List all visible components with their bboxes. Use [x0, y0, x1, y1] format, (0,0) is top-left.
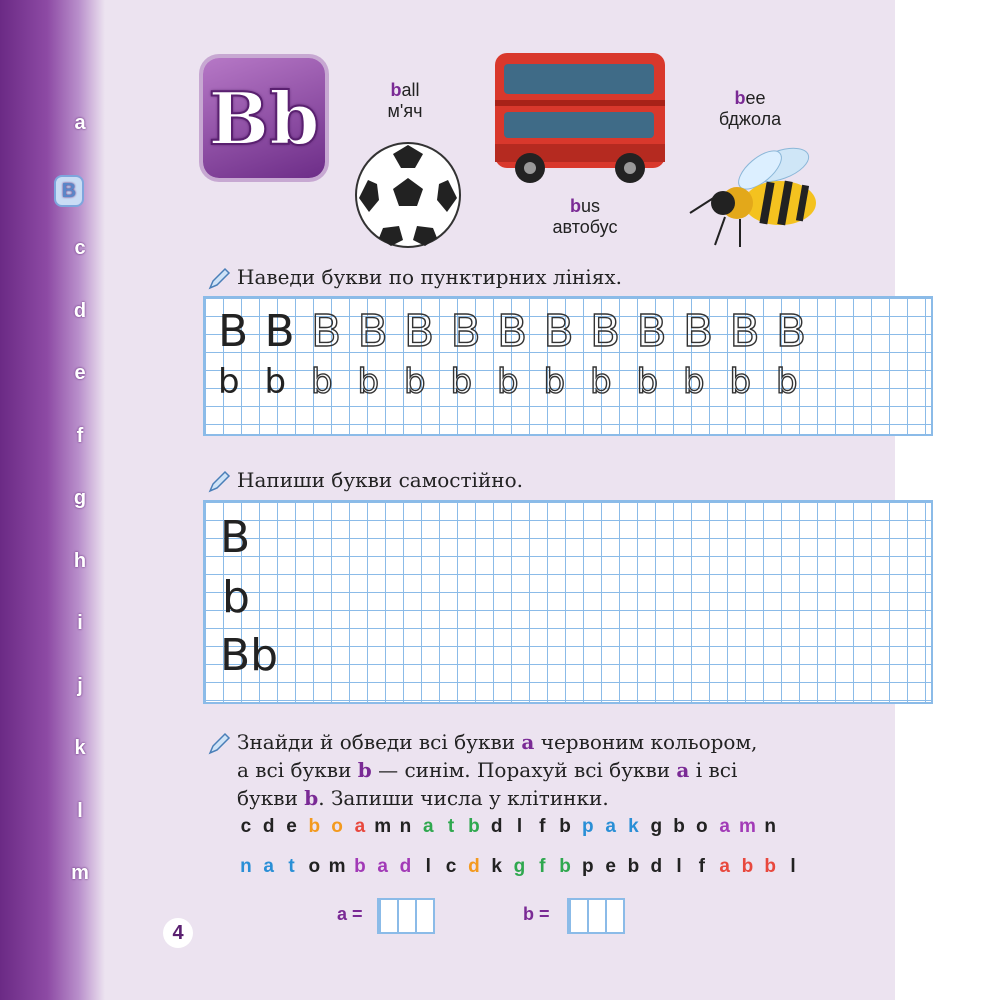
trace-letter-lower: b [450, 362, 473, 402]
workbook-page [61, 0, 895, 1000]
word-bus-first: b [569, 196, 581, 216]
sequence-letter[interactable]: l [676, 856, 683, 877]
sequence-letter[interactable]: e [286, 816, 298, 837]
trace-letter-lower: b [357, 362, 380, 402]
page-number: 4 [163, 918, 193, 948]
sequence-letter[interactable]: b [741, 856, 755, 877]
word-bee [700, 88, 800, 130]
letter-sequence-row-1 [235, 816, 782, 838]
sequence-letter[interactable]: b [468, 816, 481, 837]
sequence-letter[interactable]: g [513, 856, 527, 877]
alphabet-letter-b[interactable]: B [54, 175, 84, 207]
letter-sequence-row-2 [235, 856, 805, 878]
sequence-letter[interactable]: b [559, 856, 572, 877]
bee-icon [685, 145, 825, 250]
alphabet-letter-j[interactable]: j [77, 674, 83, 697]
sequence-letter[interactable]: d [262, 816, 276, 837]
sequence-letter[interactable]: b [559, 816, 572, 837]
double-decker-bus-icon [490, 48, 670, 188]
sequence-letter[interactable]: b [308, 816, 322, 837]
trace-letter-lower: b [264, 362, 287, 402]
trace-letter-lower: b [729, 362, 752, 402]
task-find-letter-b: b [357, 758, 372, 782]
sequence-letter[interactable]: p [582, 816, 595, 837]
trace-letter-lower: b [311, 362, 333, 402]
word-bee-rest: ee [745, 88, 766, 108]
sequence-letter[interactable]: b [627, 856, 641, 877]
sequence-letter[interactable]: a [422, 816, 435, 837]
word-ball-rest: all [401, 80, 420, 100]
task-write-instruction [207, 468, 523, 494]
sequence-letter[interactable]: m [328, 856, 347, 877]
sequence-letter[interactable]: t [447, 816, 456, 837]
trace-letter-upper: B [729, 306, 760, 357]
trace-letter-lower: b [497, 362, 519, 402]
sequence-letter[interactable]: t [288, 856, 296, 877]
word-bee-translation: бджола [718, 109, 782, 129]
trace-letter-upper: B [543, 306, 574, 357]
task-find-line1b: червоним кольором, [534, 730, 758, 754]
trace-letter-upper: B [497, 306, 528, 357]
trace-letter-lower: b [543, 362, 566, 402]
task-find-letter-b2: b [304, 786, 319, 810]
trace-letter-lower: b [776, 362, 798, 402]
sequence-letter[interactable]: l [790, 856, 797, 877]
word-ball-translation: м'яч [387, 101, 423, 121]
write-example-pair: Bb [220, 630, 279, 681]
alphabet-letter-k[interactable]: k [74, 737, 86, 759]
task-find-letter-a2: a [676, 758, 690, 782]
sequence-letter[interactable]: n [764, 816, 778, 837]
trace-letter-upper: B [590, 306, 621, 357]
task-trace-text: Наведи букви по пунктирних лініях. [237, 265, 622, 289]
count-a-box[interactable] [377, 898, 435, 934]
trace-letter-upper: B [264, 306, 295, 357]
task-find-instruction [207, 728, 847, 812]
task-find-line2a: а всі букви [237, 758, 358, 782]
trace-letter-upper: B [636, 306, 667, 357]
sequence-letter[interactable]: m [738, 816, 757, 837]
word-bus-translation: автобус [552, 217, 618, 237]
word-bee-first: b [734, 88, 746, 108]
task-trace-instruction [207, 265, 622, 291]
sequence-letter[interactable]: a [263, 856, 275, 877]
sequence-letter[interactable]: a [719, 856, 731, 877]
write-example-upper: B [220, 512, 251, 563]
pencil-icon [207, 732, 231, 756]
alphabet-letter-f[interactable]: f [76, 424, 84, 447]
sequence-letter[interactable]: f [539, 856, 547, 877]
sequence-letter[interactable]: a [719, 816, 731, 837]
alphabet-letter-l[interactable]: l [77, 799, 83, 822]
task-find-line3a: букви [237, 786, 305, 810]
sequence-letter[interactable]: a [354, 816, 367, 837]
sequence-letter[interactable]: b [673, 816, 686, 837]
sequence-letter[interactable]: m [374, 816, 393, 837]
sequence-letter[interactable]: e [605, 856, 617, 877]
sequence-letter[interactable]: o [308, 856, 322, 877]
trace-letter-upper: B [776, 306, 807, 357]
sequence-letter[interactable]: d [399, 856, 413, 877]
sequence-letter[interactable]: p [582, 856, 595, 877]
task-find-line2b: — синім. Порахуй всі букви [371, 758, 677, 782]
task-find-letter-a: a [521, 730, 535, 754]
alphabet-letter-g[interactable]: g [73, 487, 87, 509]
sequence-letter[interactable]: a [605, 816, 617, 837]
sequence-letter[interactable]: g [650, 816, 664, 837]
sequence-letter[interactable]: d [650, 856, 664, 877]
trace-letter-lower: b [218, 362, 240, 402]
alphabet-letter-i[interactable]: i [77, 612, 83, 634]
sequence-letter[interactable]: o [696, 816, 709, 837]
word-ball [365, 80, 445, 122]
trace-letter-upper: B [404, 306, 435, 357]
write-example-lower: b [222, 572, 250, 623]
task-find-line1a: Знайди й обведи всі букви [237, 730, 522, 754]
trace-letter-upper: B [218, 306, 249, 357]
sequence-letter[interactable]: n [240, 856, 253, 877]
alphabet-letter-m[interactable]: m [71, 862, 89, 884]
alphabet-letter-e[interactable]: e [74, 362, 86, 384]
letter-tile-text: Bb [208, 75, 320, 161]
word-bus [530, 196, 640, 238]
sequence-letter[interactable]: o [331, 816, 344, 837]
alphabet-letter-a[interactable]: a [74, 112, 86, 134]
letter-tile [203, 58, 325, 178]
writing-grid[interactable] [203, 500, 933, 704]
trace-letter-upper: B [311, 306, 342, 357]
sequence-letter[interactable]: b [354, 856, 367, 877]
count-a-label: a = [337, 904, 363, 924]
task-write-text: Напиши букви самостійно. [237, 468, 524, 492]
alphabet-letter-h[interactable]: h [73, 549, 87, 572]
trace-letter-lower: b [683, 362, 705, 402]
sequence-letter[interactable]: k [491, 856, 503, 877]
sequence-letter[interactable]: l [516, 816, 524, 837]
sequence-letter[interactable]: d [490, 816, 504, 837]
soccer-ball-icon [353, 140, 463, 250]
sequence-letter[interactable]: n [399, 816, 413, 837]
alphabet-letter-d[interactable]: d [73, 299, 87, 322]
trace-letter-lower: b [404, 362, 426, 402]
word-bus-rest: us [580, 196, 600, 216]
pencil-icon [207, 470, 231, 494]
count-b-box[interactable] [567, 898, 625, 934]
sequence-letter[interactable]: f [698, 856, 706, 877]
trace-letter-upper: B [357, 306, 388, 357]
word-ball-first: b [390, 80, 402, 100]
task-find-line3b: . Запиши числа у клітинки. [318, 786, 609, 810]
task-find-line2c: і всі [689, 758, 738, 782]
count-b-label: b = [523, 904, 550, 924]
sequence-letter[interactable]: c [240, 816, 253, 837]
trace-letter-lower: b [636, 362, 659, 402]
trace-letter-lower: b [590, 362, 612, 402]
sequence-letter[interactable]: a [377, 856, 389, 877]
sequence-letter[interactable]: b [764, 856, 778, 877]
trace-letter-upper: B [450, 306, 481, 357]
sequence-letter[interactable]: c [445, 856, 458, 877]
sequence-letter[interactable]: l [425, 856, 432, 877]
sequence-letter[interactable]: k [628, 816, 640, 837]
pencil-icon [207, 267, 231, 291]
alphabet-letter-c[interactable]: c [74, 237, 86, 259]
sequence-letter[interactable]: d [468, 856, 481, 877]
sequence-letter[interactable]: f [539, 816, 547, 837]
trace-letter-upper: B [683, 306, 714, 357]
